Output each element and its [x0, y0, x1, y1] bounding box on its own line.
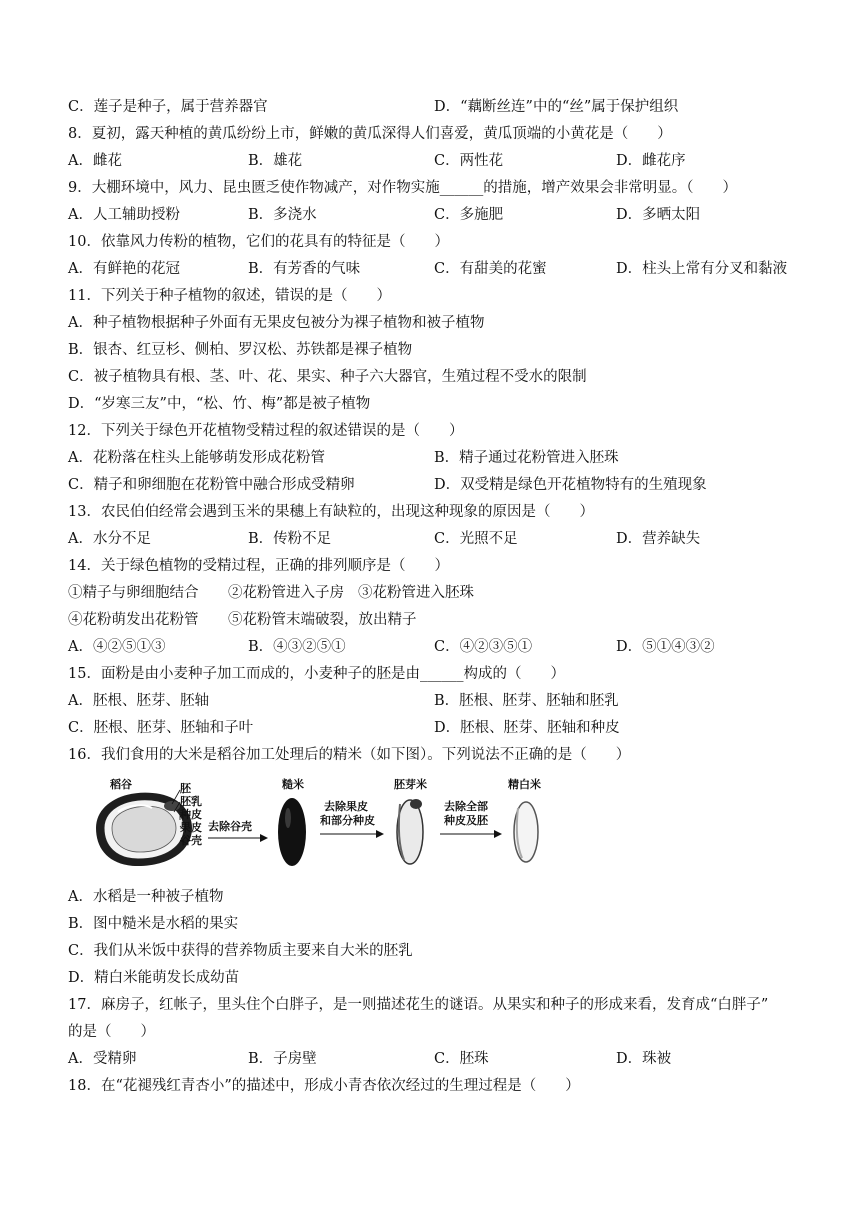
q11-option-b: B．银杏、红豆杉、侧柏、罗汉松、苏铁都是裸子植物	[68, 342, 413, 358]
q11-stem: 11．下列关于种子植物的叙述，错误的是（ ）	[68, 288, 391, 304]
q15-option-b: B．胚根、胚芽、胚轴和胚乳	[434, 693, 619, 709]
q15-stem: 15．面粉是由小麦种子加工而成的，小麦种子的胚是由______构成的（ ）	[68, 666, 565, 682]
q13-option-b: B．传粉不足	[248, 531, 332, 547]
brown-rice-grain	[278, 798, 306, 866]
q16-option-d: D．精白米能萌发长成幼苗	[68, 970, 240, 986]
q11-option-c: C．被子植物具有根、茎、叶、花、果实、种子六大器官，生殖过程不受水的限制	[68, 369, 587, 385]
part-label-seed-coat: 种皮	[180, 808, 202, 821]
q12-stem: 12．下列关于绿色开花植物受精过程的叙述错误的是（ ）	[68, 423, 464, 439]
q8-option-a: A．雌花	[68, 153, 122, 169]
rice-grain-diagram	[96, 793, 192, 866]
q9-option-b: B．多浇水	[248, 207, 317, 223]
part-label-pericarp: 果皮	[180, 821, 202, 834]
q10-option-c: C．有甜美的花蜜	[434, 261, 547, 277]
q14-step-2: ②花粉管进入子房	[228, 585, 344, 601]
germ-rice-label: 胚芽米	[394, 778, 427, 791]
q12-option-b: B．精子通过花粉管进入胚珠	[434, 450, 619, 466]
rice-processing-figure	[80, 774, 564, 878]
q17-stem-line1: 17．麻房子，红帐子，里头住个白胖子，是一则描述花生的谜语。从果实和种子的形成来看，发育成“白胖子”	[68, 997, 769, 1013]
q11-option-d: D．“岁寒三友”中，“松、竹、梅”都是被子植物	[68, 396, 371, 412]
q11-option-a: A．种子植物根据种子外面有无果皮包被分为裸子植物和被子植物	[68, 315, 485, 331]
q16-stem: 16．我们食用的大米是稻谷加工处理后的精米（如下图）。下列说法不正确的是（ ）	[68, 747, 631, 763]
q13-option-a: A．水分不足	[68, 531, 151, 547]
q14-stem: 14．关于绿色植物的受精过程，正确的排列顺序是（ ）	[68, 558, 449, 574]
arrow-right-icon	[320, 830, 384, 838]
arrow-right-icon	[440, 830, 502, 838]
q15-option-d: D．胚根、胚芽、胚轴和种皮	[434, 720, 620, 736]
step2-label-line2: 和部分种皮	[320, 814, 375, 827]
q9-option-a: A．人工辅助授粉	[68, 207, 180, 223]
q13-stem: 13．农民伯伯经常会遇到玉米的果穗上有缺粒的，出现这种现象的原因是（ ）	[68, 504, 594, 520]
q9-option-d: D．多晒太阳	[616, 207, 701, 223]
q12-option-c: C．精子和卵细胞在花粉管中融合形成受精卵	[68, 477, 355, 493]
q15-option-c: C．胚根、胚芽、胚轴和子叶	[68, 720, 254, 736]
q17-option-b: B．子房壁	[248, 1051, 317, 1067]
q9-option-c: C．多施肥	[434, 207, 504, 223]
q18-stem: 18．在“花褪残红青杏小”的描述中，形成小青杏依次经过的生理过程是（ ）	[68, 1078, 580, 1094]
q10-stem: 10．依靠风力传粉的植物，它们的花具有的特征是（ ）	[68, 234, 449, 250]
q16-option-b: B．图中糙米是水稻的果实	[68, 916, 239, 932]
q14-step-3: ③花粉管进入胚珠	[358, 585, 474, 601]
q12-option-d: D．双受精是绿色开花植物特有的生殖现象	[434, 477, 707, 493]
q16-option-a: A．水稻是一种被子植物	[68, 889, 224, 905]
q17-option-d: D．珠被	[616, 1051, 672, 1067]
q10-option-d: D．柱头上常有分叉和黏液	[616, 261, 788, 277]
q8-stem: 8．夏初，露天种植的黄瓜纷纷上市，鲜嫩的黄瓜深得人们喜爱，黄瓜顶端的小黄花是（ ）	[68, 126, 672, 142]
q16-option-c: C．我们从米饭中获得的营养物质主要来自大米的胚乳	[68, 943, 413, 959]
q14-option-a: A．④②⑤①③	[68, 639, 166, 655]
q13-option-c: C．光照不足	[434, 531, 518, 547]
q14-step-5: ⑤花粉管末端破裂，放出精子	[228, 612, 417, 628]
brown-rice-label: 糙米	[282, 778, 304, 791]
q14-option-d: D．⑤①④③②	[616, 639, 715, 655]
q17-option-a: A．受精卵	[68, 1051, 137, 1067]
q13-option-d: D．营养缺失	[616, 531, 701, 547]
step3-label-line1: 去除全部	[444, 800, 488, 813]
germ-rice-grain	[397, 800, 423, 864]
part-label-husk: 谷壳	[180, 834, 202, 847]
q10-option-a: A．有鲜艳的花冠	[68, 261, 180, 277]
q8-option-d: D．雌花序	[616, 153, 686, 169]
q17-stem-line2: 的是（ ）	[68, 1024, 155, 1040]
q8-option-b: B．雄花	[248, 153, 303, 169]
part-label-endosperm: 胚乳	[180, 795, 202, 808]
white-rice-label: 精白米	[508, 778, 541, 791]
rice-grain-label: 稻谷	[110, 778, 132, 791]
q14-option-b: B．④③②⑤①	[248, 639, 346, 655]
q14-step-1: ①精子与卵细胞结合	[68, 585, 199, 601]
q14-step-4: ④花粉萌发出花粉管	[68, 612, 199, 628]
q17-option-c: C．胚珠	[434, 1051, 489, 1067]
q10-option-b: B．有芳香的气味	[248, 261, 361, 277]
arrow-right-icon	[208, 834, 268, 842]
q14-option-c: C．④②③⑤①	[434, 639, 533, 655]
step1-label: 去除谷壳	[208, 820, 252, 833]
q9-stem: 9．大棚环境中，风力、昆虫匮乏使作物减产，对作物实施______的措施，增产效果会非常明显。（ ）	[68, 180, 737, 196]
q7-option-c: C．莲子是种子，属于营养器官	[68, 99, 268, 115]
q7-option-d: D．“藕断丝连”中的“丝”属于保护组织	[434, 99, 679, 115]
q8-option-c: C．两性花	[434, 153, 504, 169]
step2-label-line1: 去除果皮	[324, 800, 368, 813]
part-label-embryo: 胚	[180, 782, 191, 795]
q12-option-a: A．花粉落在柱头上能够萌发形成花粉管	[68, 450, 325, 466]
step3-label-line2: 种皮及胚	[444, 814, 488, 827]
q15-option-a: A．胚根、胚芽、胚轴	[68, 693, 209, 709]
